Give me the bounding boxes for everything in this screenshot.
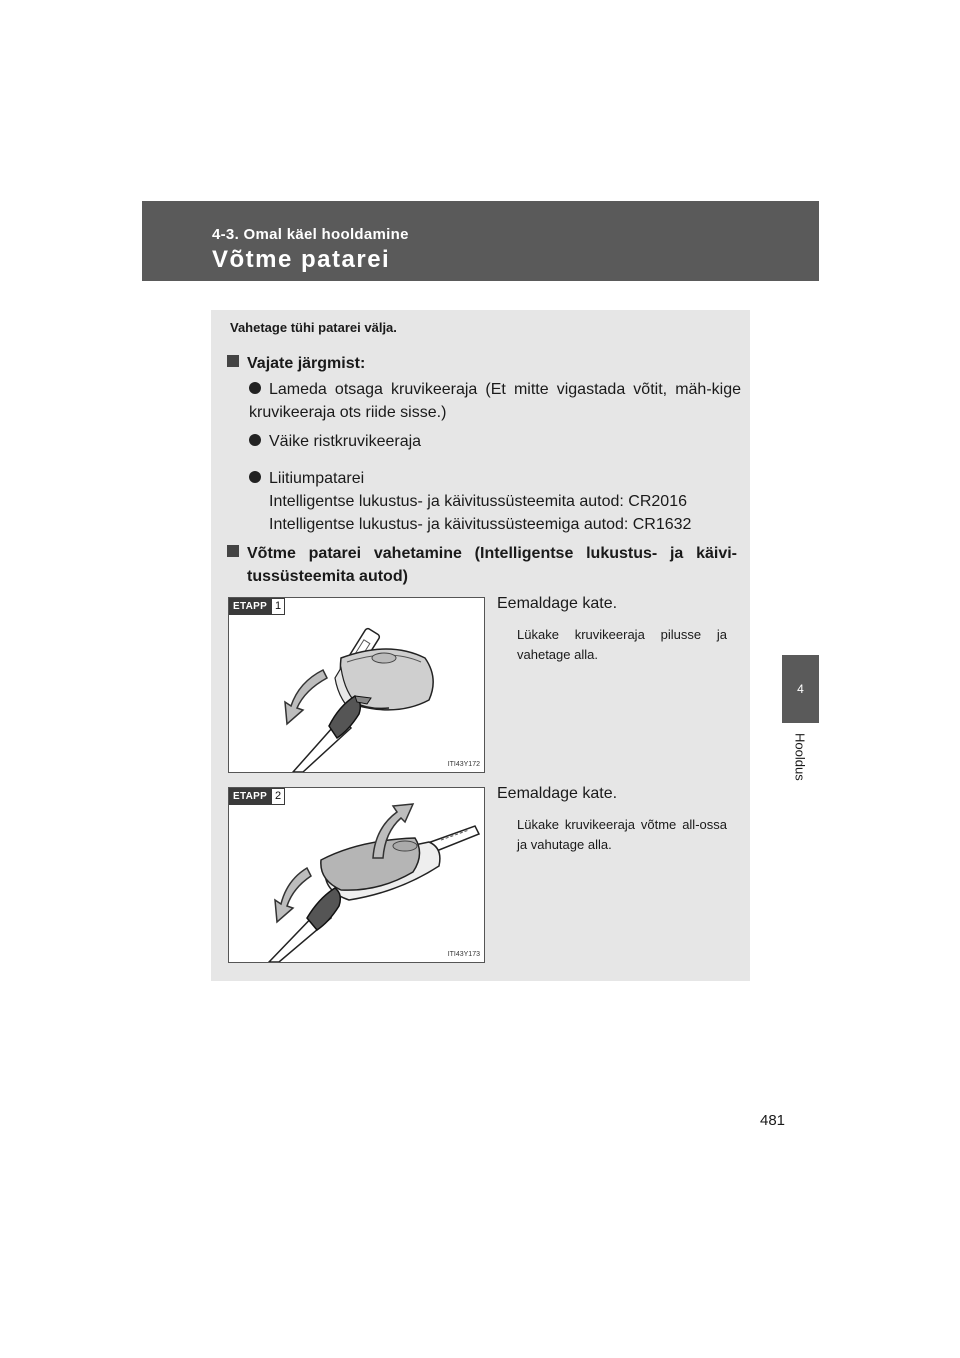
circle-bullet-icon: [249, 471, 261, 483]
list-item: [249, 467, 741, 490]
step-2-figure: [228, 787, 485, 963]
step-1-title: Eemaldage kate.: [497, 595, 618, 612]
step-2-title: Eemaldage kate.: [497, 785, 618, 802]
chapter-label: Hooldus: [792, 733, 808, 781]
list-item-text: Väike ristkruvikeeraja: [269, 433, 422, 450]
needs-heading: [227, 352, 737, 375]
battery-line: Intelligentse lukustus- ja käivitussüsteemita autod: CR2016: [269, 493, 687, 510]
content-panel: [211, 310, 750, 981]
page-number: 481: [760, 1112, 786, 1129]
chapter-number: 4: [797, 682, 804, 696]
list-item-text: Lameda otsaga kruvikeeraja (Et mitte vigastada võtit, mäh-kige kruvikeeraja ots riide sisse.): [249, 381, 741, 421]
list-item-text: Liitiumpatarei: [269, 470, 365, 487]
square-bullet-icon: [227, 545, 239, 557]
step-badge-number: 1: [271, 598, 285, 615]
list-item: [249, 378, 741, 424]
replace-heading-text: Võtme patarei vahetamine (Intelligentse lukustus- ja käivi-tussüsteemita autod): [247, 545, 737, 585]
key-screwdriver-illustration-1: [229, 598, 484, 772]
circle-bullet-icon: [249, 434, 261, 446]
step-2-description: Lükake kruvikeeraja võtme all-ossa ja vahutage alla.: [517, 817, 727, 852]
step-badge: [229, 598, 285, 615]
chapter-header: [142, 201, 819, 281]
figure-code: ITI43Y173: [447, 951, 480, 958]
section-title: 4-3. Omal käel hooldamine: [212, 226, 409, 243]
replace-heading: [227, 542, 737, 588]
step-badge: [229, 788, 285, 805]
step-1-description: Lükake kruvikeeraja pilusse ja vahetage alla.: [517, 627, 727, 662]
battery-line: Intelligentse lukustus- ja käivitussüsteemiga autod: CR1632: [269, 516, 692, 533]
intro-text: Vahetage tühi patarei välja.: [230, 320, 397, 335]
circle-bullet-icon: [249, 382, 261, 394]
step-badge-number: 2: [271, 788, 285, 805]
list-item: [249, 430, 741, 453]
needs-heading-text: Vajate järgmist:: [247, 355, 366, 372]
chapter-tab[interactable]: [782, 655, 819, 723]
figure-code: ITI43Y172: [447, 761, 480, 768]
step-badge-label: ETAPP: [229, 788, 271, 805]
step-1-figure: [228, 597, 485, 773]
square-bullet-icon: [227, 355, 239, 367]
page-title: Võtme patarei: [212, 246, 391, 273]
step-badge-label: ETAPP: [229, 598, 271, 615]
key-screwdriver-illustration-2: [229, 788, 484, 962]
